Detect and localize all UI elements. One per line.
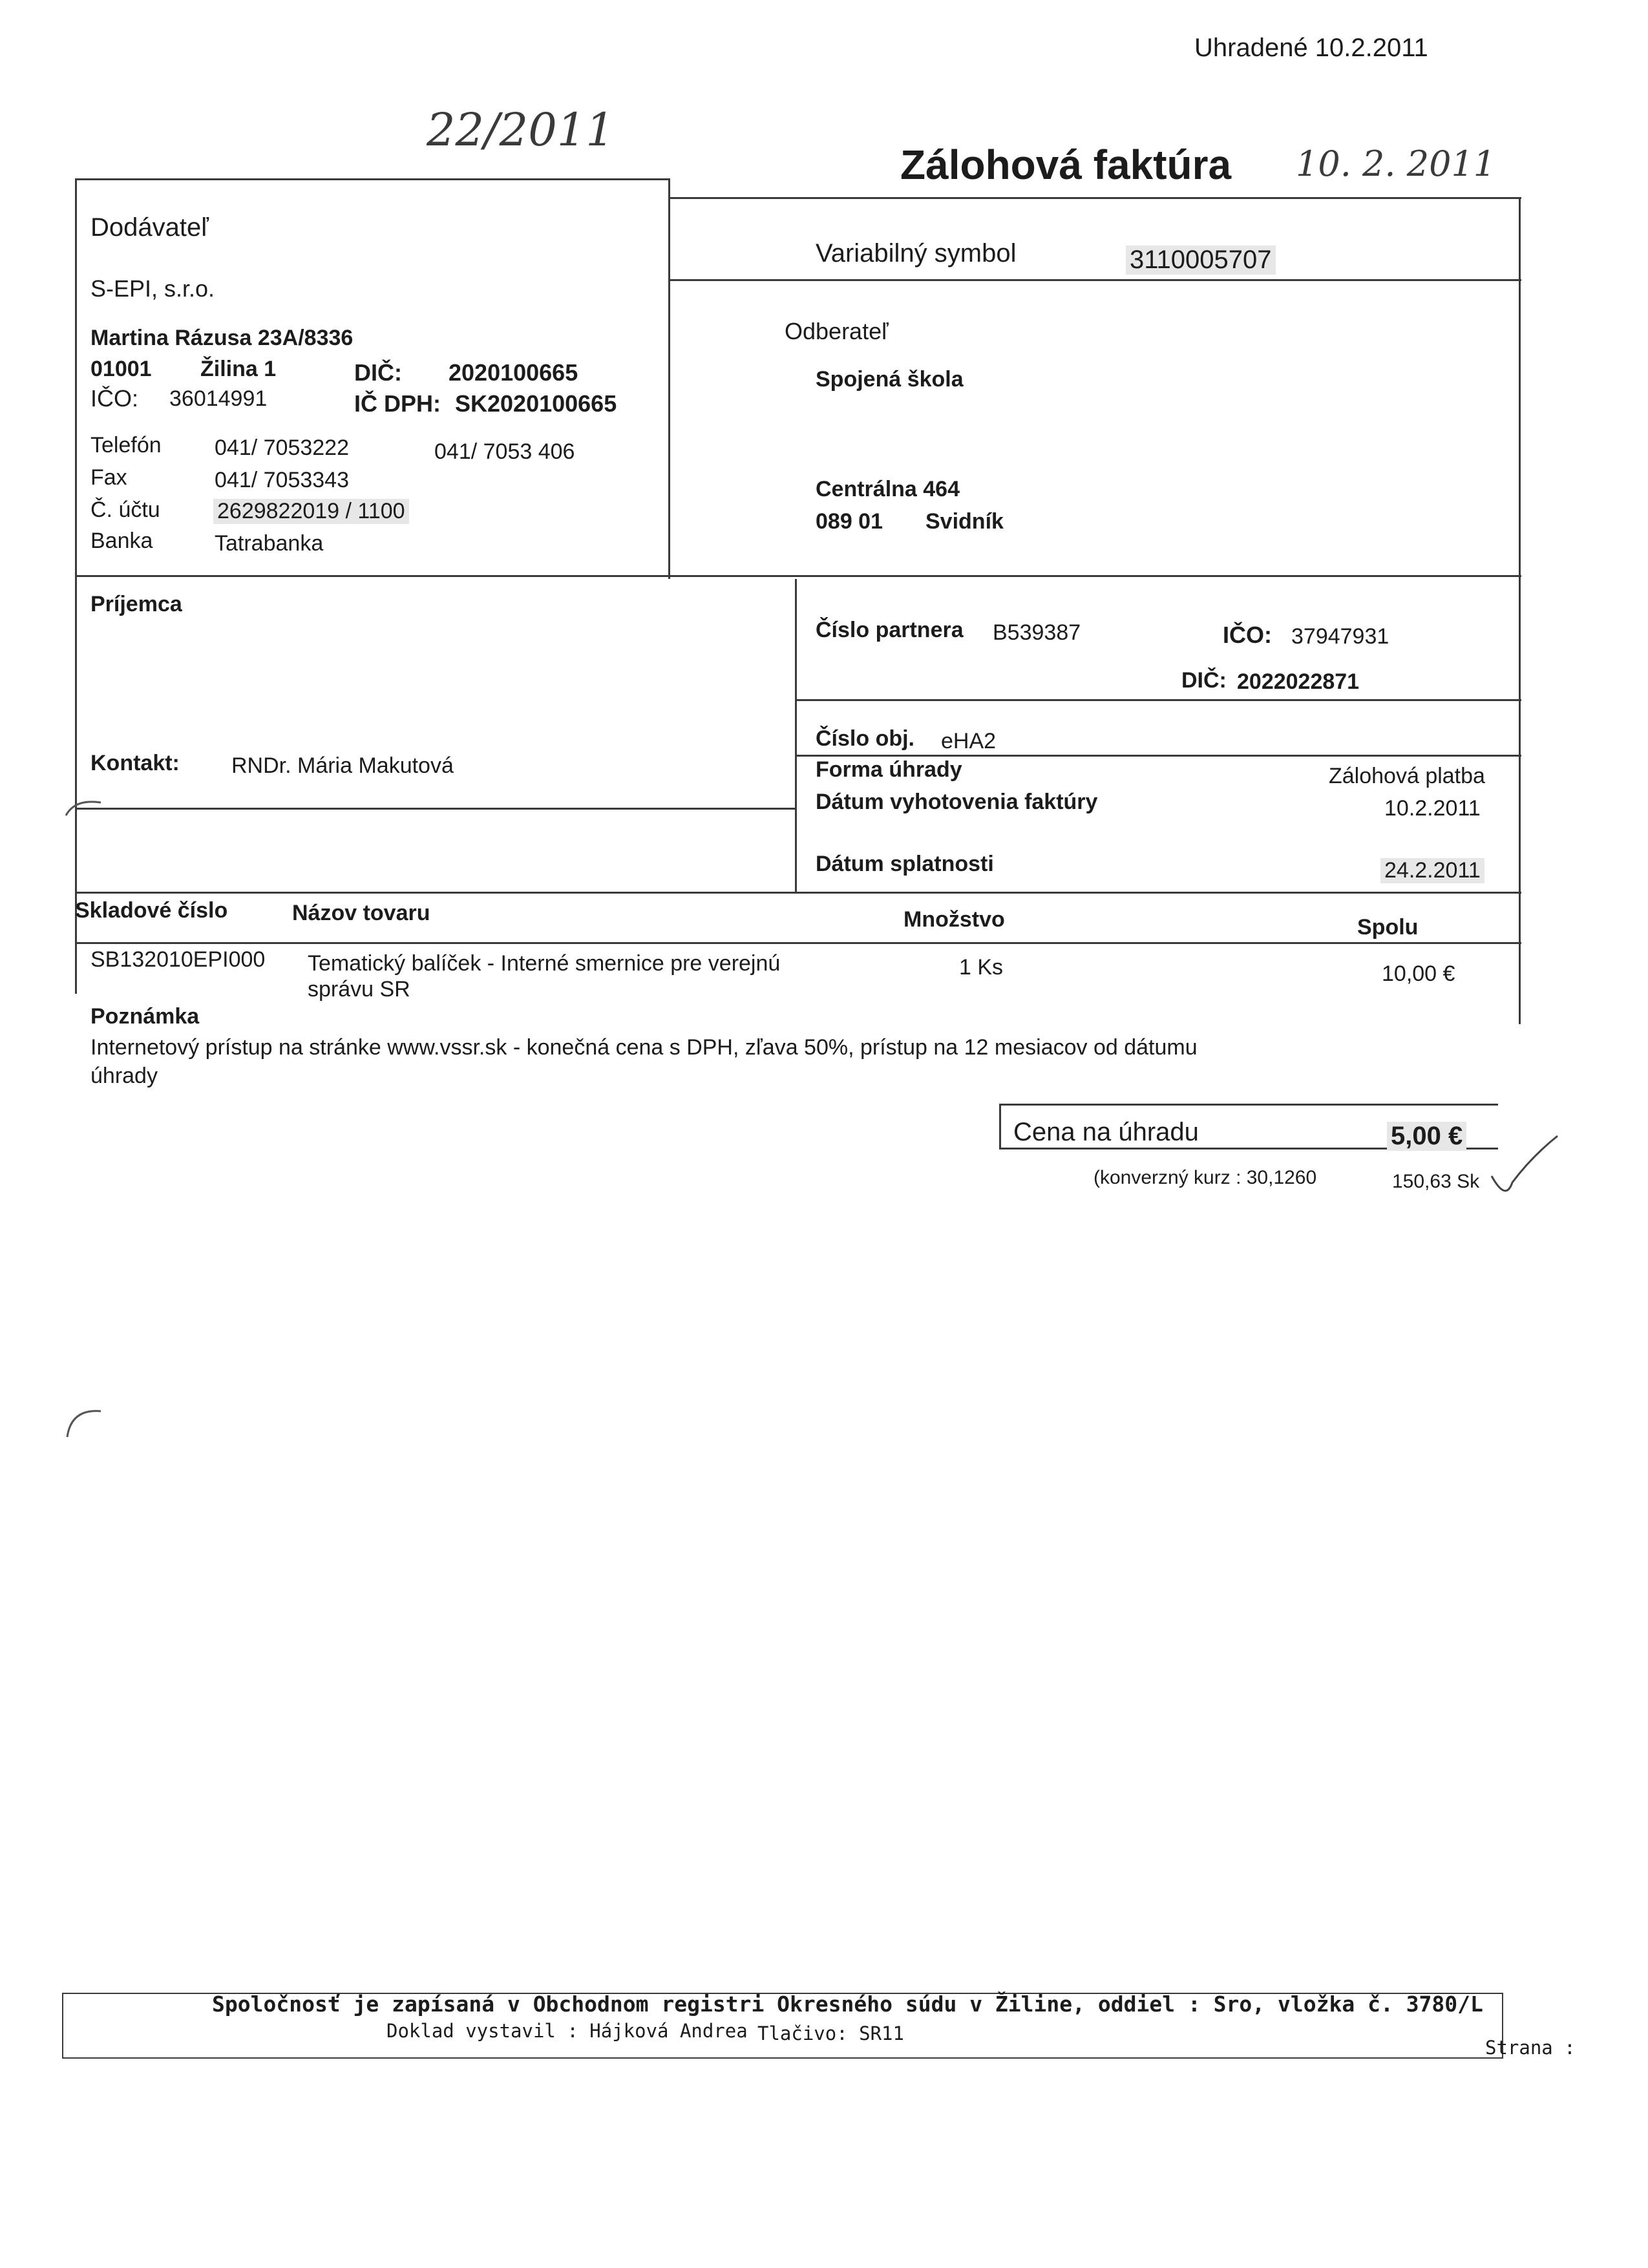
footer-issued-by: Doklad vystavil : Hájková Andrea [386, 2020, 748, 2042]
customer-street: Centrálna 464 [816, 477, 960, 501]
item-sku: SB132010EPI000 [90, 947, 266, 972]
customer-city: Svidník [925, 509, 1004, 534]
table-header-bottom [75, 942, 1521, 944]
phone-2: 041/ 7053 406 [434, 439, 575, 464]
note-heading: Poznámka [90, 1004, 200, 1029]
handwritten-number: 22/2011 [427, 103, 615, 156]
fax-number: 041/ 7053343 [215, 468, 349, 492]
col-header-sku: Skladové číslo [75, 898, 228, 923]
section-divider [75, 575, 1521, 577]
payment-form: Zálohová platba [1329, 764, 1485, 788]
variable-symbol-value: 3110005707 [1126, 246, 1276, 275]
frame-top-left [75, 178, 670, 180]
footer-page-label: Strana : [1485, 2037, 1576, 2059]
total-box-left [999, 1104, 1001, 1148]
document-title: Zálohová faktúra [900, 142, 1232, 188]
handwritten-date: 10. 2. 2011 [1296, 143, 1496, 184]
item-name-line2: správu SR [308, 977, 410, 1002]
issue-date: 10.2.2011 [1384, 796, 1481, 821]
item-qty: 1 Ks [959, 955, 1004, 980]
frame-top-right [670, 197, 1521, 199]
phone-label: Telefón [90, 433, 162, 457]
customer-name: Spojená škola [816, 367, 964, 392]
total-box-top [999, 1104, 1498, 1106]
partner-ico-label: IČO: [1223, 622, 1272, 648]
partner-dic-label: DIČ: [1181, 668, 1227, 693]
payment-form-label: Forma úhrady [816, 757, 962, 782]
frame-right [1519, 197, 1521, 1024]
fax-label: Fax [90, 465, 127, 490]
partner-number: B539387 [993, 620, 1081, 645]
partner-ico: 37947931 [1291, 624, 1389, 649]
col-header-total: Spolu [1357, 915, 1419, 940]
account-label: Č. účtu [90, 498, 160, 522]
due-date: 24.2.2011 [1380, 858, 1484, 883]
supplier-ico: 36014991 [169, 386, 268, 411]
conversion-rate: (konverzný kurz : 30,1260 [1093, 1167, 1317, 1188]
supplier-city: Žilina 1 [200, 357, 277, 381]
supplier-icdph: SK2020100665 [455, 390, 617, 417]
supplier-icdph-label: IČ DPH: [354, 390, 441, 417]
supplier-street: Martina Rázusa 23A/8336 [90, 326, 354, 350]
variable-symbol-label: Variabilný symbol [816, 239, 1017, 268]
due-date-label: Dátum splatnosti [816, 852, 994, 876]
partner-dic: 2022022871 [1237, 669, 1360, 694]
hole-punch-mark-2 [62, 1402, 114, 1441]
contact-divider [75, 808, 795, 810]
recipient-heading: Príjemca [90, 592, 182, 616]
order-number-label: Číslo obj. [816, 726, 914, 751]
supplier-ico-label: IČO: [90, 385, 139, 412]
contact-name: RNDr. Mária Makutová [231, 753, 454, 778]
supplier-zip: 01001 [90, 357, 152, 381]
supplier-dic: 2020100665 [449, 359, 578, 386]
footer-left [62, 1993, 63, 2059]
footer-registry: Spoločnosť je zapísaná v Obchodnom registri Okresného súdu v Žiline, oddiel : Sro, vložka č. 3780/L [212, 1991, 1483, 2017]
footer-bottom [62, 2057, 1503, 2059]
total-label: Cena na úhradu [1013, 1118, 1199, 1146]
check-mark [1486, 1131, 1564, 1202]
item-total: 10,00 € [1382, 961, 1455, 986]
contact-label: Kontakt: [90, 751, 180, 775]
supplier-heading: Dodávateľ [90, 213, 209, 242]
issue-date-label: Dátum vyhotovenia faktúry [816, 790, 1098, 814]
vs-divider [670, 279, 1521, 281]
partner-number-label: Číslo partnera [816, 618, 964, 642]
note-line2: úhrady [90, 1064, 158, 1088]
frame-mid-lower [795, 579, 797, 893]
customer-heading: Odberateľ [785, 318, 889, 344]
order-divider [795, 755, 1521, 757]
phone-1: 041/ 7053222 [215, 436, 349, 460]
note-line1: Internetový prístup na stránke www.vssr.sk - konečná cena s DPH, zľava 50%, prístup na 12 mesiacov od dátumu [90, 1035, 1198, 1060]
order-number: eHA2 [941, 729, 997, 753]
supplier-name: S-EPI, s.r.o. [90, 275, 215, 302]
total-sk: 150,63 Sk [1392, 1171, 1480, 1192]
item-name-line1: Tematický balíček - Interné smernice pre verejnú [308, 951, 781, 976]
col-header-name: Názov tovaru [292, 901, 430, 925]
footer-printer: Tlačivo: SR11 [757, 2022, 904, 2044]
hole-punch-mark-1 [62, 793, 114, 819]
paid-stamp: Uhradené 10.2.2011 [1194, 34, 1428, 62]
total-value: 5,00 € [1387, 1122, 1466, 1151]
bank-name: Tatrabanka [215, 531, 324, 556]
supplier-dic-label: DIČ: [354, 359, 402, 386]
partner-divider [795, 699, 1521, 701]
account-number: 2629822019 / 1100 [213, 499, 409, 524]
bank-label: Banka [90, 529, 153, 553]
table-top [75, 892, 1521, 894]
frame-left [75, 178, 77, 994]
customer-zip: 089 01 [816, 509, 883, 534]
col-header-qty: Množstvo [903, 907, 1005, 932]
frame-mid-upper [668, 178, 670, 579]
